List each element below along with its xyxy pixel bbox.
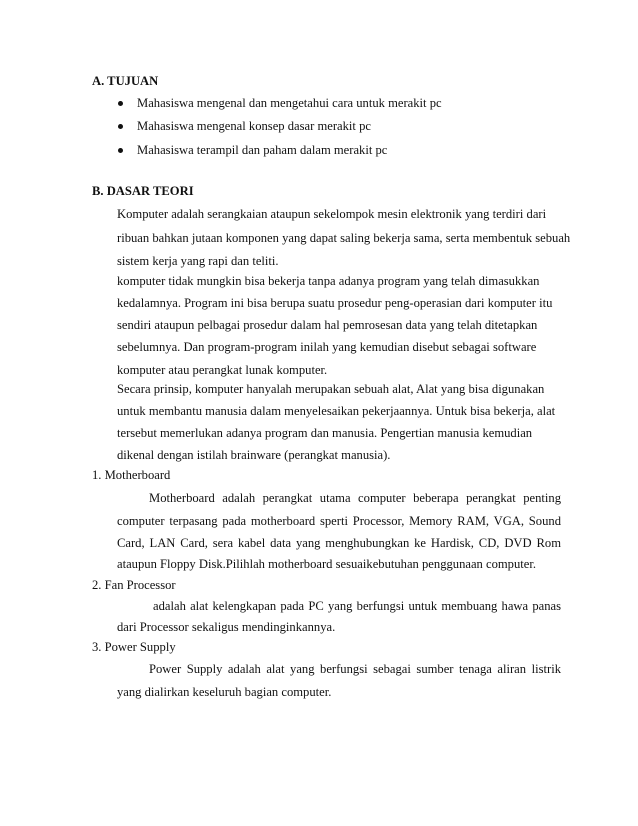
- bullet-item: Mahasiswa mengenal dan mengetahui cara untuk merakit pc: [137, 96, 442, 110]
- body-line: computer terpasang pada motherboard sperti Processor, Memory RAM, VGA, Sound: [117, 514, 561, 528]
- section-a-heading: A. TUJUAN: [92, 74, 159, 88]
- body-line: yang dialirkan keseluruh bagian computer.: [117, 685, 332, 699]
- bullet-item: Mahasiswa terampil dan paham dalam merakit pc: [137, 143, 388, 157]
- body-line: kedalamnya. Program ini bisa berupa suatu prosedur peng-operasian dari komputer itu: [117, 296, 553, 310]
- body-line: Motherboard adalah perangkat utama computer beberapa perangkat penting: [149, 491, 561, 505]
- item-title-motherboard: 1. Motherboard: [92, 468, 171, 482]
- body-line: Card, LAN Card, sera kabel data yang menghubungkan ke Hardisk, CD, DVD Rom: [117, 536, 561, 550]
- body-line: sendiri ataupun pelbagai prosedur dalam hal pemrosesan data yang telah ditetapkan: [117, 318, 538, 332]
- bullet-dot-icon: [118, 101, 123, 106]
- body-line: untuk membantu manusia dalam menyelesaikan pekerjaannya. Untuk bisa bekerja, alat: [117, 404, 556, 418]
- body-line: tersebut memerlukan adanya program dan manusia. Pengertian manusia kemudian: [117, 426, 533, 440]
- body-line: sebelumnya. Dan program-program inilah yang kemudian disebut sebagai software: [117, 340, 537, 354]
- bullet-item: Mahasiswa mengenal konsep dasar merakit pc: [137, 119, 371, 133]
- item-title-fan-processor: 2. Fan Processor: [92, 578, 176, 592]
- body-line: Komputer adalah serangkaian ataupun sekelompok mesin elektronik yang terdiri dari: [117, 207, 547, 221]
- body-line: komputer tidak mungkin bisa bekerja tanpa adanya program yang telah dimasukkan: [117, 274, 540, 288]
- body-line: dikenal dengan istilah brainware (perangkat manusia).: [117, 448, 391, 462]
- body-line: ataupun Floppy Disk.Pilihlah motherboard sesuaikebutuhan penggunaan computer.: [117, 557, 537, 571]
- body-line: ribuan bahkan jutaan komponen yang dapat saling bekerja sama, serta membentuk sebuah: [117, 231, 571, 245]
- body-line: adalah alat kelengkapan pada PC yang berfungsi untuk membuang hawa panas: [153, 599, 561, 613]
- section-b-heading: B. DASAR TEORI: [92, 184, 194, 198]
- item-title-power-supply: 3. Power Supply: [92, 640, 176, 654]
- body-line: Secara prinsip, komputer hanyalah merupakan sebuah alat, Alat yang bisa digunakan: [117, 382, 545, 396]
- body-line: komputer atau perangkat lunak komputer.: [117, 363, 328, 377]
- body-line: sistem kerja yang rapi dan teliti.: [117, 254, 279, 268]
- body-line: Power Supply adalah alat yang berfungsi sebagai sumber tenaga aliran listrik: [149, 662, 561, 676]
- body-line: dari Processor sekaligus mendinginkannya.: [117, 620, 336, 634]
- bullet-dot-icon: [118, 124, 123, 129]
- bullet-dot-icon: [118, 148, 123, 153]
